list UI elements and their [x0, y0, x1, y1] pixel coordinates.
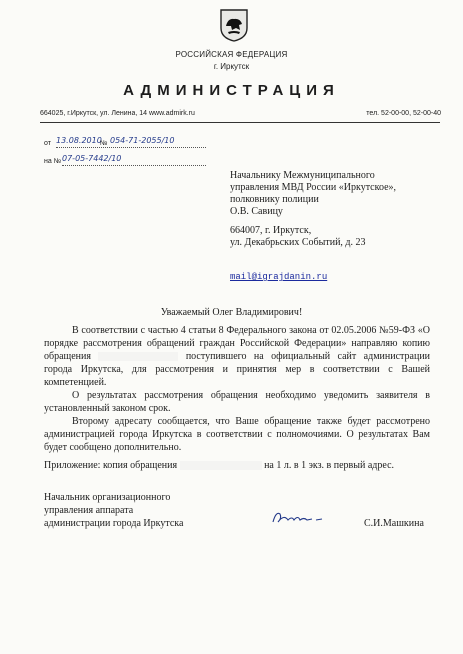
signatory-title-line: администрации города Иркутска: [44, 518, 184, 529]
recipient-email-link[interactable]: mail@igrajdanin.ru: [230, 272, 328, 282]
incoming-number: 07-05-7442/10: [62, 154, 122, 163]
paragraph-3: Второму адресату сообщается, что Ваше обращение также будет рассмотрено администрацией города Иркутска в соответствии с полномочиями. О результатах Вам будет сообщено дополнительно.: [44, 416, 430, 453]
reference-label: на №: [44, 158, 62, 165]
coat-of-arms-icon: [219, 8, 249, 42]
header-phones: тел. 52-00-00, 52-00-40: [366, 110, 441, 117]
signatory-name: С.И.Машкина: [364, 518, 424, 529]
signatory-title-line: управления аппарата: [44, 505, 134, 516]
number-label: №: [100, 140, 108, 147]
recipient-address-line: 664007, г. Иркутск,: [230, 225, 312, 236]
handwritten-signature-icon: [270, 508, 326, 528]
attachment-label: Приложение: копия обращения: [44, 460, 178, 471]
city-header: г. Иркутск: [213, 62, 250, 71]
recipient-line: полковнику полиции: [230, 194, 319, 205]
recipient-line: Начальнику Межмуниципального: [230, 170, 375, 181]
salutation: Уважаемый Олег Владимирович!: [160, 307, 303, 318]
header-address: 664025, г.Иркутск, ул. Ленина, 14 www.admirk.ru: [40, 110, 195, 117]
paragraph-1-part-b: поступившего на официальный сайт администрации города Иркутска, для рассмотрения и принятия мер в соответствии с Вашей компетенцией.: [44, 351, 431, 388]
organization-title: АДМИНИСТРАЦИЯ: [123, 82, 340, 99]
paragraph-1-part-a: В соответствии с частью 4 статьи 8 Федерального закона от 02.05.2006 №59-ФЗ «О порядке рассмотрения обращений граждан Российской Федерации» направляю копию обращения: [44, 325, 430, 362]
country-header: РОССИЙСКАЯ ФЕДЕРАЦИЯ: [175, 50, 288, 59]
attachment-details: на 1 л. в 1 экз. в первый адрес.: [264, 460, 395, 471]
recipient-line: управления МВД России «Иркутское»,: [230, 182, 397, 193]
from-date: 13.08.2010: [56, 136, 102, 145]
signatory-title-line: Начальник организационного: [44, 492, 171, 503]
reference-underline: [62, 165, 206, 166]
paragraph-2: О результатах рассмотрения обращения необходимо уведомить заявителя в установленный законом срок.: [44, 390, 430, 414]
redacted-name: [98, 352, 178, 361]
from-label: от: [44, 140, 51, 147]
from-underline: [56, 147, 206, 148]
header-divider: [40, 122, 440, 123]
paragraph-1: [44, 324, 430, 389]
outgoing-number: 054-71-2055/10: [110, 136, 175, 145]
recipient-address-line: ул. Декабрьских Событий, д. 23: [230, 237, 366, 248]
redacted-name: [180, 461, 262, 470]
attachment-line: [44, 460, 394, 471]
recipient-line: О.В. Савицу: [230, 206, 283, 217]
